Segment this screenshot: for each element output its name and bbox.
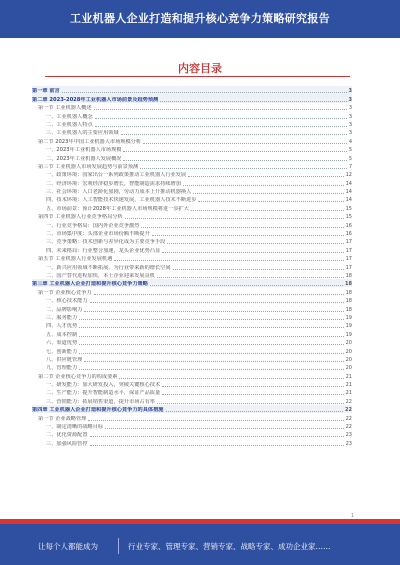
toc-leader-dots: [79, 327, 343, 328]
toc-leader-dots: [183, 185, 344, 186]
toc-entry-label: 第二节 2023年中国工业机器人市场规模分析: [38, 138, 142, 145]
toc-entry[interactable]: [32, 212, 352, 220]
toc-entry-page: 18: [345, 306, 352, 313]
toc-leader-dots: [79, 344, 343, 345]
toc-entry[interactable]: [32, 162, 352, 170]
toc-entry-page: 21: [345, 373, 352, 380]
toc-entry-page: 15: [345, 205, 352, 212]
toc-entry[interactable]: [32, 279, 352, 287]
toc-entry[interactable]: [32, 254, 352, 262]
toc-heading-divider: [45, 76, 350, 77]
toc-entry[interactable]: [32, 195, 352, 203]
toc-entry-page: 22: [345, 398, 352, 405]
toc-entry-page: 14: [345, 180, 352, 187]
toc-entry[interactable]: [32, 438, 352, 446]
toc-leader-dots: [114, 260, 343, 261]
toc-entry-page: 3: [348, 105, 352, 112]
toc-entry-label: 二、经济环境：宏观经济稳步增长，智能制造需求持续增加: [46, 180, 181, 187]
toc-entry-label: 第三节 工业机器人市场发展趋势与前景预测: [38, 163, 139, 170]
toc-entry-page: 5: [348, 147, 352, 154]
toc-entry[interactable]: [32, 405, 352, 413]
toc-entry-page: 18: [345, 272, 352, 279]
toc-entry-label: 三、竞争策略：技术创新与差异化成为主要竞争手段: [46, 239, 166, 246]
toc-entry-label: 第四章 工业机器人企业打造和提升核心竞争力的具体措施: [32, 407, 164, 414]
toc-entry-page: 16: [345, 231, 352, 238]
toc-entry-page: 19: [345, 314, 352, 321]
toc-entry-page: 17: [345, 239, 352, 246]
toc-entry[interactable]: [32, 313, 352, 321]
toc-entry-label: 一、2023年工业机器人市场规模: [46, 147, 122, 154]
table-of-contents: [32, 86, 352, 447]
toc-leader-dots: [90, 302, 344, 303]
toc-entry[interactable]: [32, 111, 352, 119]
toc-leader-dots: [193, 193, 343, 194]
toc-entry[interactable]: [32, 296, 352, 304]
footer-accent-stripe: [0, 519, 400, 524]
toc-entry[interactable]: [32, 338, 352, 346]
toc-leader-dots: [143, 143, 347, 144]
toc-leader-dots: [173, 269, 344, 270]
toc-entry[interactable]: [32, 413, 352, 421]
toc-leader-dots: [160, 101, 346, 102]
toc-entry[interactable]: [32, 120, 352, 128]
toc-entry-label: 第一节 企业核心竞争力: [38, 289, 92, 296]
toc-entry-page: 21: [345, 382, 352, 389]
toc-entry[interactable]: [32, 170, 352, 178]
toc-leader-dots: [162, 386, 343, 387]
toc-leader-dots: [198, 201, 343, 202]
toc-entry-label: 第一节 企业战略管理: [38, 415, 87, 422]
toc-entry-label: 一、制定清晰的战略目标: [46, 424, 104, 431]
toc-entry[interactable]: [32, 380, 352, 388]
toc-entry-label: 第四节 工业机器人行业竞争格局分析: [38, 214, 123, 221]
toc-leader-dots: [123, 160, 346, 161]
toc-entry-label: 一、研发能力：加大研发投入，突破关键核心技术: [46, 382, 161, 389]
toc-entry[interactable]: [32, 430, 352, 438]
toc-entry-page: 3: [348, 113, 352, 120]
toc-entry-page: 3: [348, 121, 352, 128]
toc-entry-label: 二、2023年工业机器人发展概况: [46, 155, 122, 162]
toc-entry[interactable]: [32, 128, 352, 136]
toc-entry-label: 二、品牌影响力: [46, 306, 83, 313]
toc-entry-page: 3: [348, 88, 352, 95]
toc-leader-dots: [79, 353, 343, 354]
toc-leader-dots: [191, 210, 344, 211]
toc-entry[interactable]: [32, 153, 352, 161]
toc-entry-label: 三、服务能力: [46, 314, 78, 321]
toc-entry-page: 19: [345, 331, 352, 338]
toc-entry-label: 第二章 2023-2028年工业机器人市场前景及趋势预测: [32, 96, 159, 103]
toc-entry-label: 二、优化资源配置: [46, 432, 88, 439]
toc-entry-page: 17: [345, 247, 352, 254]
toc-leader-dots: [123, 151, 346, 152]
toc-leader-dots: [166, 411, 344, 412]
toc-entry-page: 4: [348, 138, 352, 145]
toc-entry-page: 20: [345, 348, 352, 355]
toc-entry-label: 一、政策环境：国家出台一系列政策推动工业机器人行业发展: [46, 172, 187, 179]
toc-entry-label: 二、工业机器人特点: [46, 121, 93, 128]
toc-entry-page: 18: [345, 298, 352, 305]
toc-entry-label: 五、市场前景：预计2028年工业机器人市场规模将进一步扩大: [46, 205, 189, 212]
toc-entry[interactable]: [32, 396, 352, 404]
toc-entry[interactable]: [32, 346, 352, 354]
toc-heading: 内容目录: [178, 62, 222, 75]
toc-leader-dots: [105, 428, 344, 429]
toc-entry[interactable]: [32, 321, 352, 329]
toc-entry-page: 22: [345, 424, 352, 431]
toc-entry-page: 20: [345, 340, 352, 347]
toc-leader-dots: [140, 168, 347, 169]
toc-entry-label: 第一节 工业机器人概述: [38, 105, 92, 112]
toc-leader-dots: [95, 118, 347, 119]
toc-leader-dots: [79, 369, 343, 370]
toc-entry-label: 四、未来格局：行业整合加速，龙头企业优势凸显: [46, 247, 161, 254]
toc-leader-dots: [84, 311, 343, 312]
toc-leader-dots: [152, 235, 344, 236]
footer-slogan-left: 让每个人都能成为: [38, 542, 98, 551]
toc-entry[interactable]: [32, 94, 352, 102]
toc-entry-page: 7: [348, 163, 352, 170]
toc-leader-dots: [90, 436, 344, 437]
toc-leader-dots: [79, 319, 343, 320]
toc-entry-page: 18: [345, 281, 352, 288]
footer-slogan-right: 行业专家、管理专家、营销专家、战略专家、成功企业家……: [128, 542, 331, 551]
toc-entry[interactable]: [32, 86, 352, 94]
toc-entry[interactable]: [32, 355, 352, 363]
page-number: 1: [350, 513, 354, 519]
toc-entry-label: 三、工业机器人的主要应用领域: [46, 130, 119, 137]
toc-entry-label: 七、创新能力: [46, 348, 78, 355]
toc-leader-dots: [84, 361, 343, 362]
toc-entry-page: 18: [345, 289, 352, 296]
toc-entry[interactable]: [32, 363, 352, 371]
toc-entry-label: 二、国产替代进程加快，本土企业迎来发展良机: [46, 272, 155, 279]
toc-leader-dots: [167, 243, 343, 244]
toc-entry[interactable]: [32, 271, 352, 279]
toc-entry[interactable]: [32, 237, 352, 245]
toc-entry-page: 17: [345, 264, 352, 271]
toc-leader-dots: [141, 227, 343, 228]
toc-leader-dots: [157, 403, 344, 404]
toc-entry[interactable]: [32, 187, 352, 195]
toc-entry-page: 12: [345, 172, 352, 179]
toc-leader-dots: [121, 134, 347, 135]
toc-entry-page: 21: [345, 390, 352, 397]
toc-entry-page: 5: [348, 155, 352, 162]
report-title: 工业机器人企业打造和提升核心竞争力策略研究报告: [70, 12, 330, 25]
toc-leader-dots: [150, 285, 343, 286]
toc-entry-label: 八、供应链管理: [46, 356, 83, 363]
toc-leader-dots: [95, 126, 347, 127]
toc-entry-page: 23: [345, 440, 352, 447]
toc-entry-page: 16: [345, 222, 352, 229]
toc-entry-page: 3: [348, 96, 352, 103]
toc-entry-label: 九、管理能力: [46, 365, 78, 372]
toc-entry-page: 20: [345, 365, 352, 372]
toc-entry-label: 第二节 企业核心竞争力的构成要素: [38, 373, 118, 380]
toc-entry[interactable]: [32, 329, 352, 337]
toc-entry-label: 二、市场集中度：头部企业市场份额不断提升: [46, 231, 150, 238]
toc-entry[interactable]: [32, 203, 352, 211]
toc-entry[interactable]: [32, 422, 352, 430]
toc-entry-label: 六、渠道优势: [46, 340, 78, 347]
toc-entry-label: 第一章 前言: [32, 88, 60, 95]
report-header-bar: [0, 0, 400, 38]
toc-entry[interactable]: [32, 287, 352, 295]
toc-leader-dots: [125, 218, 344, 219]
toc-entry[interactable]: [32, 304, 352, 312]
toc-leader-dots: [90, 445, 344, 446]
toc-leader-dots: [162, 394, 343, 395]
toc-entry[interactable]: [32, 371, 352, 379]
toc-entry-page: 23: [345, 432, 352, 439]
toc-entry-label: 三、营销能力：拓展销售渠道，提升市场占有率: [46, 398, 155, 405]
toc-entry-label: 一、行业竞争格局：国内外企业竞争激烈: [46, 222, 140, 229]
toc-leader-dots: [119, 378, 343, 379]
toc-entry[interactable]: [32, 178, 352, 186]
toc-entry[interactable]: [32, 388, 352, 396]
toc-entry-page: 22: [345, 415, 352, 422]
toc-entry-label: 三、加强风险管控: [46, 440, 88, 447]
toc-entry-page: 15: [345, 214, 352, 221]
toc-leader-dots: [88, 420, 343, 421]
toc-entry[interactable]: [32, 229, 352, 237]
toc-entry[interactable]: [32, 262, 352, 270]
toc-entry-label: 五、成本控制: [46, 331, 78, 338]
toc-entry-page: 17: [345, 256, 352, 263]
toc-entry-page: 14: [345, 189, 352, 196]
toc-entry[interactable]: [32, 103, 352, 111]
toc-leader-dots: [94, 294, 344, 295]
toc-entry-label: 一、核心技术能力: [46, 298, 88, 305]
toc-leader-dots: [62, 92, 347, 93]
toc-entry-page: 22: [345, 407, 352, 414]
toc-leader-dots: [188, 176, 344, 177]
toc-entry-label: 二、生产能力：提升智能制造水平，保证产品质量: [46, 390, 161, 397]
toc-leader-dots: [94, 109, 347, 110]
toc-entry[interactable]: [32, 136, 352, 144]
toc-leader-dots: [157, 277, 344, 278]
toc-entry-page: 3: [348, 130, 352, 137]
toc-leader-dots: [79, 336, 343, 337]
toc-entry-label: 四、技术环境：人工智能技术快速发展，工业机器人技术不断进步: [46, 197, 197, 204]
toc-entry-label: 一、工业机器人概念: [46, 113, 93, 120]
toc-entry[interactable]: [32, 145, 352, 153]
toc-entry-page: 20: [345, 356, 352, 363]
toc-entry-label: 第五节 工业机器人行业发展机遇: [38, 256, 113, 263]
toc-entry[interactable]: [32, 245, 352, 253]
footer-banner: [0, 519, 400, 565]
toc-entry-label: 第三章 工业机器人企业打造和提升核心竞争力策略: [32, 281, 148, 288]
footer-divider: [118, 538, 119, 554]
toc-entry[interactable]: [32, 220, 352, 228]
toc-entry-label: 一、新兴应用领域不断拓展，为行业带来新的增长空间: [46, 264, 171, 271]
toc-entry-page: 19: [345, 323, 352, 330]
toc-entry-page: 14: [345, 197, 352, 204]
toc-leader-dots: [162, 252, 343, 253]
toc-entry-label: 四、人才优势: [46, 323, 78, 330]
toc-entry-label: 三、社会环境：人口老龄化加剧，劳动力成本上升推动机器换人: [46, 189, 192, 196]
